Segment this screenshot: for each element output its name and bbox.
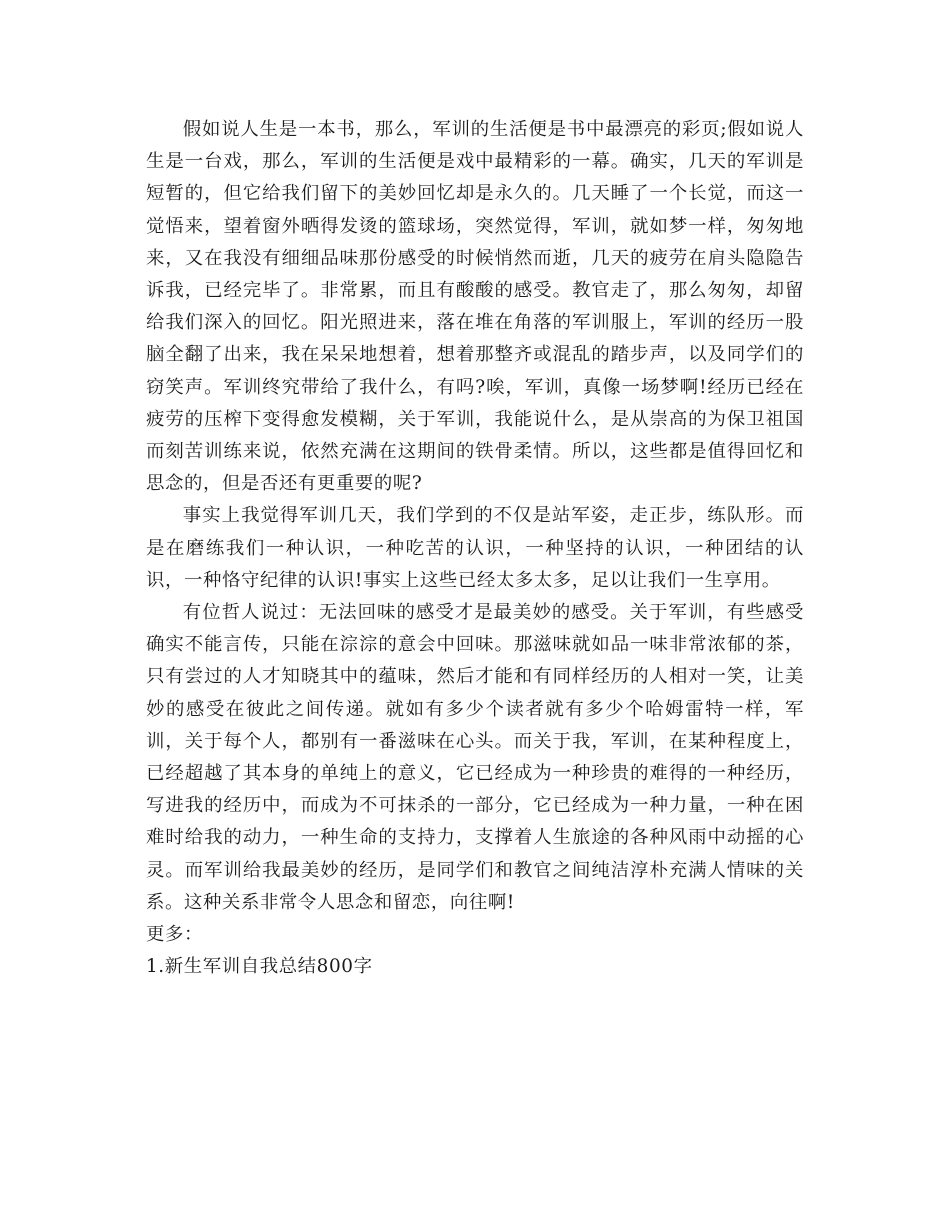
document-body — [146, 114, 804, 983]
paragraph-3: 有位哲人说过：无法回味的感受才是最美妙的感受。关于军训，有些感受确实不能言传，只能在淙淙的意会中回味。那滋味就如品一味非常浓郁的茶，只有尝过的人才知晓其中的蕴味，然后才能和有同样经历的人相对一笑，让美妙的感受在彼此之间传递。就如有多少个读者就有多少个哈姆雷特一样，军训，关于每个人，都别有一番滋味在心头。而关于我，军训，在某种程度上，已经超越了其本身的单纯上的意义，它已经成为一种珍贵的难得的一种经历，写进我的经历中，而成为不可抹杀的一部分，它已经成为一种力量，一种在困难时给我的动力，一种生命的支持力，支撑着人生旅途的各种风雨中动摇的心灵。而军训给我最美妙的经历，是同学们和教官之间纯洁淳朴充满人情味的关系。这种关系非常令人思念和留恋，向往啊! — [146, 602, 804, 913]
paragraph-1: 假如说人生是一本书，那么，军训的生活便是书中最漂亮的彩页;假如说人生是一台戏，那么，军训的生活便是戏中最精彩的一幕。确实，几天的军训是短暂的，但它给我们留下的美妙回忆却是永久的。几天睡了一个长觉，而这一觉悟来，望着窗外晒得发烫的篮球场，突然觉得，军训，就如梦一样，匆匆地来，又在我没有细细品味那份感受的时候悄然而逝，几天的疲劳在肩头隐隐告诉我，已经完毕了。非常累，而且有酸酸的感受。教官走了，那么匆匆，却留给我们深入的回忆。阳光照进来，落在堆在角落的军训服上，军训的经历一股脑全翻了出来，我在呆呆地想着，想着那整齐或混乱的踏步声，以及同学们的窃笑声。军训终究带给了我什么，有吗?唉，军训，真像一场梦啊!经历已经在疲劳的压榨下变得愈发模糊，关于军训，我能说什么，是从崇高的为保卫祖国而刻苦训练来说，依然充满在这期间的铁骨柔情。所以，这些都是值得回忆和思念的，但是否还有更重要的呢? — [146, 119, 804, 495]
more-label: 更多： — [146, 924, 203, 946]
paragraph-2: 事实上我觉得军训几天，我们学到的不仅是站军姿，走正步，练队形。而是在磨练我们一种认识，一种吃苦的认识，一种坚持的认识，一种团结的认识，一种恪守纪律的认识!事实上这些已经太多太多，足以让我们一生享用。 — [146, 505, 804, 591]
related-link-1[interactable]: 1.新生军训自我总结800字 — [146, 956, 373, 978]
